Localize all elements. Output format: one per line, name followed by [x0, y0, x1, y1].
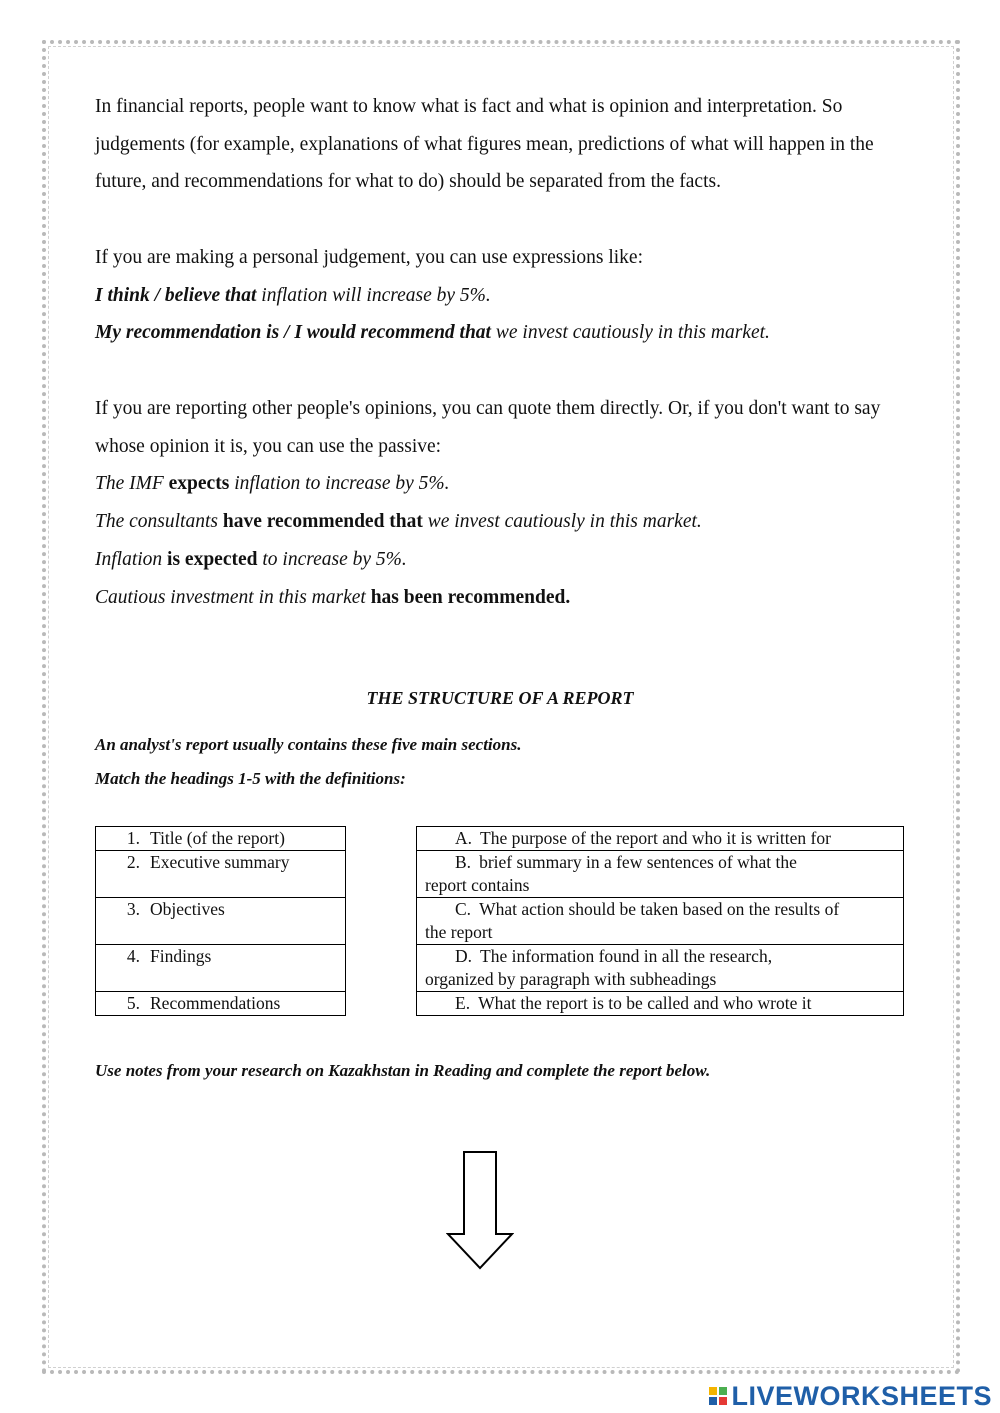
example-text: to increase by 5%.	[257, 548, 407, 570]
table-row	[96, 945, 346, 992]
definition-letter: E.	[455, 993, 471, 1013]
definition-text: The information found in all the research,	[480, 946, 773, 966]
definition-letter: A.	[455, 828, 473, 848]
table-row	[417, 898, 904, 945]
heading-cell[interactable]	[96, 898, 346, 945]
definitions-table	[416, 826, 904, 1016]
reporting-opinions-intro: If you are reporting other people's opinions, you can quote them directly. Or, if you don't want to say whose opinion it is, you can use the passive:	[95, 398, 881, 457]
example-text: we invest cautiously in this market.	[422, 511, 702, 533]
example-bold: have recommended that	[222, 511, 423, 533]
table-row	[417, 851, 904, 898]
example-bold: has been recommended.	[370, 586, 571, 608]
example-bold: I think / believe that	[95, 284, 257, 306]
heading-number: 5.	[126, 993, 140, 1013]
table-row	[417, 992, 904, 1016]
intro-text: In financial reports, people want to know what is fact and what is opinion and interpretation. So judgements (for example, explanations of what figures mean, predictions of what will happen in the future, and recommendations for what to do) should be separated from the facts.	[95, 96, 874, 193]
section-heading: THE STRUCTURE OF A REPORT	[366, 688, 634, 708]
definition-letter: D.	[455, 946, 473, 966]
example-line	[95, 465, 915, 503]
example-text: The consultants	[95, 511, 223, 533]
heading-label: Findings	[150, 946, 212, 966]
definition-letter: B.	[455, 852, 472, 872]
example-text: inflation will increase by 5%.	[256, 284, 491, 306]
heading-cell[interactable]	[96, 945, 346, 992]
example-text: The IMF	[95, 473, 169, 495]
example-bold: My recommendation is / I would recommend that	[95, 322, 491, 344]
example-bold: is expected	[167, 548, 258, 570]
instruction-sections: An analyst's report usually contains these five main sections.	[95, 735, 522, 754]
liveworksheets-logo	[709, 1381, 992, 1411]
definition-cell[interactable]	[417, 851, 904, 898]
reporting-opinions-section	[95, 390, 915, 616]
instruction-match: Match the headings 1-5 with the definitions:	[95, 769, 406, 788]
definition-cell[interactable]	[417, 992, 904, 1016]
down-arrow-icon	[446, 1150, 514, 1272]
example-line	[95, 503, 915, 541]
definition-text: brief summary in a few sentences of what the	[479, 852, 797, 872]
table-row	[417, 945, 904, 992]
example-text: we invest cautiously in this market.	[490, 322, 770, 344]
definition-text: What the report is to be called and who wrote it	[478, 993, 812, 1013]
table-row	[96, 827, 346, 851]
heading-cell[interactable]	[96, 851, 346, 898]
intro-paragraph	[95, 88, 915, 201]
personal-judgement-section	[95, 239, 915, 352]
definition-text-cont: the report	[425, 922, 493, 942]
personal-judgement-intro: If you are making a personal judgement, you can use expressions like:	[95, 247, 644, 268]
heading-number: 1.	[126, 828, 140, 848]
example-line	[95, 314, 915, 352]
definition-text-cont: organized by paragraph with subheadings	[425, 969, 717, 989]
heading-label: Recommendations	[150, 993, 281, 1013]
heading-number: 2.	[126, 852, 140, 872]
heading-cell[interactable]	[96, 827, 346, 851]
heading-label: Executive summary	[150, 852, 290, 872]
example-text: inflation to increase by 5%.	[229, 473, 450, 495]
logo-text: LIVEWORKSHEETS	[731, 1380, 992, 1411]
heading-label: Title (of the report)	[150, 828, 285, 848]
definition-letter: C.	[455, 899, 472, 919]
example-line	[95, 277, 915, 315]
example-text: Inflation	[95, 548, 168, 570]
example-line	[95, 579, 915, 617]
example-line	[95, 541, 915, 579]
table-row	[96, 992, 346, 1016]
heading-number: 4.	[126, 946, 140, 966]
definition-cell[interactable]	[417, 827, 904, 851]
logo-icon	[709, 1387, 727, 1405]
heading-label: Objectives	[150, 899, 225, 919]
table-row	[417, 827, 904, 851]
example-text: Cautious investment in this market	[95, 586, 371, 608]
definition-cell[interactable]	[417, 898, 904, 945]
headings-table	[95, 826, 346, 1016]
table-row	[96, 898, 346, 945]
heading-cell[interactable]	[96, 992, 346, 1016]
example-bold: expects	[168, 473, 230, 495]
definition-text: What action should be taken based on the results of	[479, 899, 840, 919]
definition-cell[interactable]	[417, 945, 904, 992]
heading-number: 3.	[126, 899, 140, 919]
definition-text-cont: report contains	[425, 875, 530, 895]
instruction-complete-report: Use notes from your research on Kazakhstan in Reading and complete the report below.	[95, 1061, 711, 1080]
definition-text: The purpose of the report and who it is written for	[480, 828, 831, 848]
table-row	[96, 851, 346, 898]
